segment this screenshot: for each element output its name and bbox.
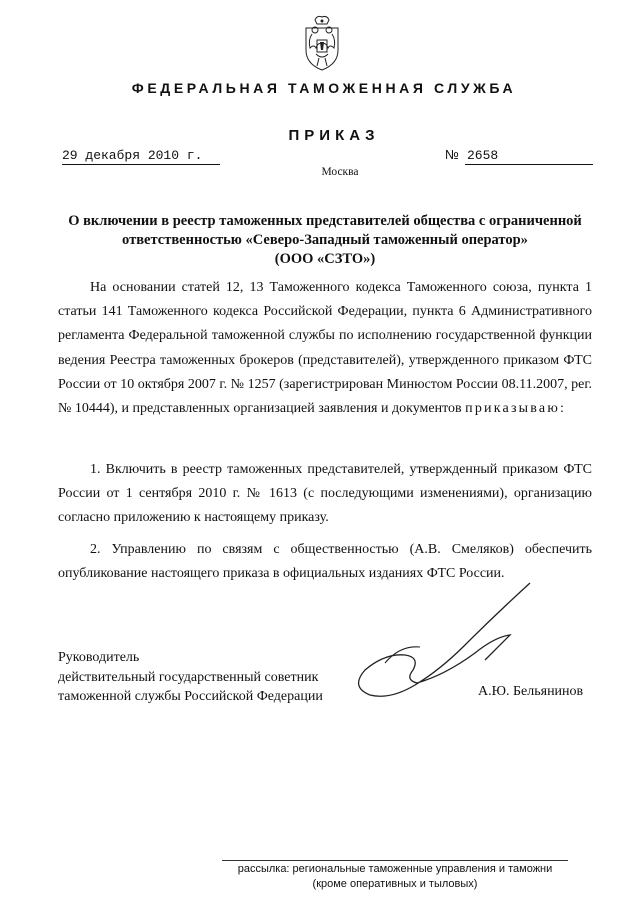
document-type: ПРИКАЗ: [288, 127, 380, 144]
city: Москва: [321, 166, 359, 178]
title-line-3: (ООО «СЗТО»): [274, 251, 376, 267]
signer-name: А.Ю. Бельянинов: [478, 684, 584, 699]
clause-1: 1. Включить в реестр таможенных представителей, утвержденный приказом ФТС России от 1 сентября 2010 г. № 1613 (с последующими изменениями), организацию согласно приложению к настоящему приказу.: [58, 462, 592, 526]
distribution-line-2: (кроме оперативных и тыловых): [312, 877, 478, 890]
signer-title-line-2: действительный государственный советник: [58, 669, 319, 685]
distribution-line-1: рассылка: региональные таможенные управления и таможни: [237, 863, 553, 875]
footer-divider: [222, 860, 568, 861]
signer-title: [58, 648, 323, 707]
distribution-note: [222, 862, 568, 891]
order-word: приказываю:: [465, 401, 567, 417]
signer-title-line-3: таможенной службы Российской Федерации: [58, 689, 323, 704]
order-number: 2658: [467, 148, 499, 163]
coat-of-arms-emblem: [302, 14, 342, 72]
title-line-1: О включении в реестр таможенных представителей общества с ограниченной: [68, 213, 582, 229]
clause-2: 2. Управлению по связям с общественностью (А.В. Смеляков) обеспечить опубликование настоящего приказа в официальных изданиях ФТС России.: [58, 542, 592, 582]
order-number-label: №: [445, 147, 459, 162]
order-date: 29 декабря 2010 г.: [62, 148, 203, 163]
number-underline: [465, 164, 593, 165]
preamble-text: На основании статей 12, 13 Таможенного кодекса Таможенного союза, пункта 1 статьи 141 Таможенного кодекса Российской Федерации, пункта 6 Административного регламента Федеральной таможенной службы по исполнению государственной функции ведения Реестра таможенных брокеров (представителей), утвержденного приказом ФТС России от 10 октября 2007 г. № 1257 (зарегистрирован Минюстом России 08.11.2007, рег. № 10444), и представленных организацией заявления и документов: [58, 280, 592, 417]
agency-name: ФЕДЕРАЛЬНАЯ ТАМОЖЕННАЯ СЛУЖБА: [131, 80, 517, 96]
signer-title-line-1: Руководитель: [58, 650, 140, 665]
preamble-paragraph: [58, 276, 592, 421]
order-title: [50, 212, 600, 269]
title-line-2: ответственностью «Северо-Западный таможенный оператор»: [122, 232, 528, 248]
date-underline: [62, 164, 220, 165]
